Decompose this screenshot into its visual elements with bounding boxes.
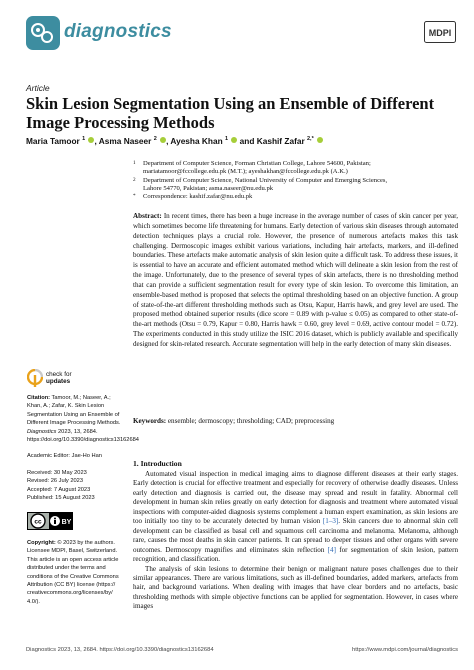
author-sep: and — [237, 136, 257, 146]
paragraph-text: for segmentation of skin lesion, pattern recognition, and classification. — [133, 545, 458, 564]
affiliation-line: Department of Computer Science, Forman Christian College, Lahore 54600, Pakistan; — [143, 160, 371, 167]
editor-block — [27, 452, 123, 460]
date-value: 15 August 2023 — [55, 495, 95, 502]
author-name[interactable]: Maria Tamoor — [26, 136, 80, 146]
article-type: Article — [26, 83, 50, 93]
citation-block — [27, 394, 139, 444]
journal-name[interactable]: diagnostics — [64, 21, 172, 42]
svg-text:cc: cc — [34, 518, 42, 526]
affiliation-line: Correspondence: kashif.zafar@nu.edu.pk — [143, 193, 253, 201]
mdpi-logo-text: MDPI — [428, 28, 452, 38]
date-label: Accepted: — [27, 486, 53, 493]
dates-block — [27, 469, 123, 503]
cc-by-license-icon[interactable] — [27, 512, 73, 530]
author-affil-sup: 1 — [82, 136, 86, 143]
author-sep: , — [94, 136, 99, 146]
author-affil-sup: 2 — [153, 136, 157, 143]
check-for-updates-button[interactable] — [27, 368, 117, 392]
mdpi-logo-icon[interactable] — [424, 21, 456, 43]
introduction-body — [133, 470, 458, 612]
copyright-label: Copyright: — [27, 539, 56, 546]
citation-tail[interactable]: 2023, 13, 2684. https://doi.org/10.3390/diagnostics13162684 — [27, 428, 139, 444]
abstract-text: In recent times, there has been a huge increase in the average number of cases of skin cancer per year, which sometimes become life threatening for humans. Early detection of various skin diseases through automated detection techniques plays a crucial role. However, the presence of numerous artefacts makes this task challenging. Dermoscopic images exhibit various variations, including hair artefacts, markers, and ill-defined boundaries. These artefacts make automatic analysis of skin lesion quite a difficult task. To address these issues, it is essential to have an accurate and efficient automated method which will delineate a skin lesion from the rest of the image. Unfortunately, due to the presence of several types of skin artefacts, there is no thresholding method that can provide a sufficient segmentation result for every type of skin lesion. To overcome this limitation, an ensemble-based method is proposed that selects the optimal thresholding based on an objective function. A group of state-of-the-art different thresholding methods such as Otsu, Kapur, Harris hawk, and grey level are used. The proposed method obtained superior results (dice score = 0.89 with p-value ≤ 0.05) as compared to other state-of-the-art methods (Otsu = 0.79, Kapur = 0.80, Harris hawk = 0.60, grey level = 0.69, active contour model = 0.72). The experiments conducted in this study utilize the ISIC 2016 dataset, which is publicly available and specifically designed for skin-related research. Accurate segmentation will help in the early detection of many skin diseases. — [133, 212, 458, 348]
check-updates-icon — [27, 369, 43, 389]
editor-name: Jae-Ho Han — [71, 453, 102, 460]
author-name[interactable]: Kashif Zafar — [256, 136, 305, 146]
date-label: Received: — [27, 469, 53, 476]
date-label: Published: — [27, 495, 54, 502]
orcid-icon[interactable] — [317, 137, 323, 143]
copyright-block — [27, 539, 123, 606]
author-list — [26, 136, 456, 146]
paragraph — [133, 470, 458, 565]
paragraph-text: . Skin cancers due to abnormal skin cell development can be classified as basal cell and squamous cell carcinoma and melanoma. Melanoma, although rare, causes the most deaths in skin cancer patients. It can spread to deeper tissues and other organs with severe outcomes. Dermoscopy magnifies and eliminates skin reflection — [133, 517, 458, 554]
keywords-label: Keywords: — [133, 417, 167, 425]
paragraph: The analysis of skin lesions to determine their benign or malignant nature poses challenges due to their similar appearances. There are various limitations, such as ill-defined boundaries, added markers, artefacts from hair, and background variations. When dealing with images that have clear borders and no artefacts, basic thresholding methods with simple objective functions can be applied for segmentation. However, in cases where images — [133, 564, 458, 611]
affiliation-item — [133, 160, 463, 177]
check-updates-line1: check for — [46, 371, 72, 378]
affiliation-number: * — [133, 193, 136, 200]
journal-logo-icon — [26, 16, 60, 50]
affiliation-line: mariatamoor@fccollege.edu.pk (M.T.); ayeshakhan@fccollege.edu.pk (A.K.) — [143, 168, 348, 176]
check-updates-text — [46, 371, 72, 385]
author-affil-sup: 1 — [224, 136, 229, 143]
footer-citation[interactable]: Diagnostics 2023, 13, 2684. https://doi.org/10.3390/diagnostics13162684 — [26, 647, 214, 653]
date-row — [27, 494, 123, 502]
date-row — [27, 477, 123, 485]
article-title: Skin Lesion Segmentation Using an Ensemble of Different Image Processing Methods — [26, 94, 435, 132]
affiliation-item — [133, 193, 463, 201]
affiliations — [133, 160, 463, 201]
affiliation-item — [133, 177, 463, 194]
date-value: 30 May 2023 — [53, 469, 87, 476]
article-sidebar — [27, 394, 139, 614]
keywords — [133, 417, 458, 427]
check-updates-line2: updates — [46, 378, 71, 386]
affiliation-line: Lahore 54770, Pakistan; asma.naseer@nu.edu.pk — [143, 184, 274, 192]
cc-badge-text: BY — [61, 519, 72, 527]
author-sep: , — [166, 136, 171, 146]
date-label: Revised: — [27, 478, 50, 485]
editor-label: Academic Editor: — [27, 453, 70, 460]
author-affil-sup: 2,* — [306, 136, 314, 143]
abstract-label: Abstract: — [133, 212, 162, 220]
section-heading: 1. Introduction — [133, 459, 182, 468]
citation-text: Tamoor, M.; Naseer, A.; Khan, A.; Zafar, K. Skin Lesion Segmentation Using an Ensemble of Different Image Processing Methods. — [27, 395, 121, 427]
copyright-text: © 2023 by the authors. Licensee MDPI, Basel, Switzerland. This article is an open access article distributed under the terms and conditions of the Creative Commons Attribution (CC BY) license (https:// creativecommons.org/licenses/by/ 4.0/). — [27, 539, 119, 605]
affiliation-number: 2 — [133, 176, 136, 183]
author-name[interactable]: Ayesha Khan — [170, 136, 223, 146]
reference-link[interactable]: [4] — [327, 545, 336, 554]
date-row — [27, 486, 123, 494]
affiliation-number: 1 — [133, 160, 136, 166]
date-value: 7 August 2023 — [53, 486, 91, 493]
citation-journal: Diagnostics — [27, 428, 57, 435]
footer-journal-link[interactable]: https://www.mdpi.com/journal/diagnostics — [352, 647, 458, 653]
affiliation-line: Department of Computer Science, National University of Computer and Emerging Sciences, — [143, 176, 388, 184]
journal-header — [26, 16, 456, 50]
date-value: 26 July 2023 — [50, 478, 83, 485]
keywords-text: ensemble; dermoscopy; thresholding; CAD; preprocessing — [167, 417, 335, 425]
citation-label: Citation: — [27, 395, 51, 401]
paragraph-text: Automated visual inspection in medical imaging aims to diagnose different diseases at their early stages. Early detection is crucial for effective treatment and especially for recovery of otherwise deadly diseases. Unless early detection and diagnosis is carried out, the disease may spread and result in fatality. Abnormal cell development in human skin relies greatly on early detection for diagnosis and treatment where automated visual inspections with computer-aided diagnosis systems complement a human expert examination, as skin lesions are too initially too tiny to be accurately detected by human vision — [133, 470, 458, 526]
date-row — [27, 469, 123, 477]
author-name[interactable]: Asma Naseer — [98, 136, 152, 146]
reference-link[interactable]: [1–3] — [322, 517, 339, 526]
abstract — [133, 212, 458, 350]
